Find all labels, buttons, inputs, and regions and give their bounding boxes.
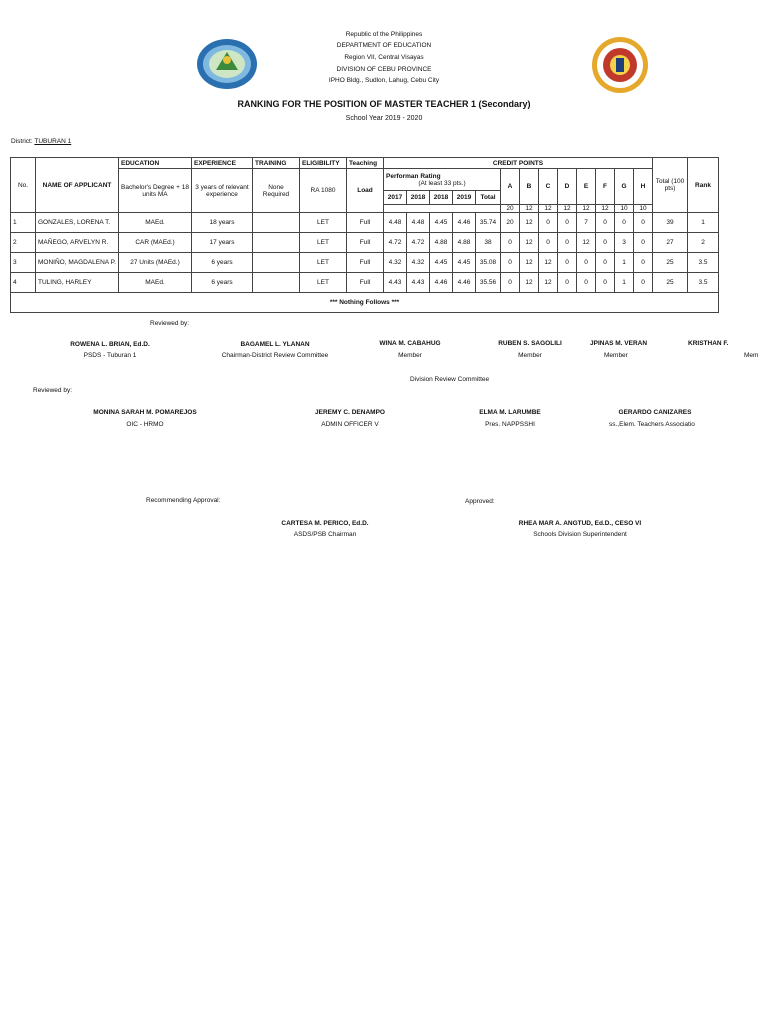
header-line-4: DIVISION OF CEBU PROVINCE [336, 66, 432, 73]
col-name: NAME OF APPLICANT [36, 158, 119, 213]
rank: 3.5 [688, 253, 719, 273]
perf-rating-label: Performan Rating [386, 172, 441, 180]
perf-rating-header [384, 169, 501, 191]
letter-g: G [615, 169, 634, 205]
eligibility: LET [300, 233, 347, 253]
year-2018b: 2018 [430, 191, 453, 205]
signatory-name: KRISTHAN F. [688, 340, 729, 347]
rating-2019: 4.45 [453, 253, 476, 273]
signatory-role: Chairman-District Review Committee [221, 352, 329, 359]
training [253, 213, 300, 233]
rating-2018a: 4.32 [407, 253, 430, 273]
applicant-name: MONIÑO, MAGDALENA P. [36, 253, 119, 273]
signatory-role: ASDS/PSB Chairman [293, 531, 357, 538]
teaching-load: Full [347, 233, 384, 253]
signatory-role: ss.,Elem. Teachers Associatio [609, 421, 695, 428]
applicant-name: GONZALES, LORENA T. [36, 213, 119, 233]
eligibility: LET [300, 213, 347, 233]
max-points-d: 12 [558, 205, 577, 213]
letter-b: B [520, 169, 539, 205]
points-f: 0 [596, 213, 615, 233]
points-h: 0 [634, 233, 653, 253]
points-h: 0 [634, 273, 653, 293]
points-h: 0 [634, 253, 653, 273]
table-row [11, 253, 719, 273]
rating-2017: 4.32 [384, 253, 407, 273]
year-2018a: 2018 [407, 191, 430, 205]
col-education: EDUCATION [119, 158, 192, 169]
signatory-role: ADMIN OFFICER V [321, 421, 379, 428]
rank: 2 [688, 233, 719, 253]
points-b: 12 [520, 213, 539, 233]
points-a: 20 [501, 213, 520, 233]
rating-2018a: 4.43 [407, 273, 430, 293]
points-a: 0 [501, 273, 520, 293]
rating-total: 35.08 [476, 253, 501, 273]
points-g: 0 [615, 213, 634, 233]
district-line [11, 138, 71, 145]
perf-spacer [384, 205, 501, 213]
signatory-role: Member [518, 352, 542, 359]
eligibility: LET [300, 253, 347, 273]
signatory-name: RUBEN S. SAGOLILI [498, 340, 562, 347]
points-g: 1 [615, 273, 634, 293]
points-f: 0 [596, 233, 615, 253]
year-2017: 2017 [384, 191, 407, 205]
signatory-name: GERARDO CANIZARES [618, 409, 692, 416]
points-g: 1 [615, 253, 634, 273]
max-points-g: 10 [615, 205, 634, 213]
rating-2018a: 4.48 [407, 213, 430, 233]
approved-label: Approved: [465, 498, 495, 505]
points-b: 12 [520, 273, 539, 293]
row-no: 2 [11, 233, 36, 253]
points-d: 0 [558, 233, 577, 253]
col-eligibility: ELIGIBILITY [300, 158, 347, 169]
row-no: 1 [11, 213, 36, 233]
points-a: 0 [501, 253, 520, 273]
total-points: 27 [653, 233, 688, 253]
signatory-name: CARTESA M. PERICO, Ed.D. [281, 520, 369, 527]
signatory-role: Schools Division Superintendent [533, 531, 627, 538]
points-c: 0 [539, 213, 558, 233]
signatory-role: Member [604, 352, 628, 359]
points-a: 0 [501, 233, 520, 253]
rating-2017: 4.43 [384, 273, 407, 293]
ranking-table [10, 157, 719, 313]
rating-2018b: 4.45 [430, 213, 453, 233]
table-row [11, 273, 719, 293]
rating-total: 35.56 [476, 273, 501, 293]
perf-rating-minimum: (At least 33 pts.) [418, 179, 466, 187]
points-e: 7 [577, 213, 596, 233]
rating-total: 35.74 [476, 213, 501, 233]
training [253, 233, 300, 253]
experience: 17 years [192, 233, 253, 253]
signatory-role: Pres. NAPPSSHI [485, 421, 535, 428]
rating-total: 38 [476, 233, 501, 253]
col-rank: Rank [688, 158, 719, 213]
points-g: 3 [615, 233, 634, 253]
max-points-f: 12 [596, 205, 615, 213]
points-e: 12 [577, 233, 596, 253]
experience: 18 years [192, 213, 253, 233]
signatory-name: JPINAS M. VERAN [590, 340, 648, 347]
load-header: Load [347, 169, 384, 213]
max-points-h: 10 [634, 205, 653, 213]
applicant-name: TULING, HARLEY [36, 273, 119, 293]
education: MAEd. [119, 213, 192, 233]
rating-2018b: 4.88 [430, 233, 453, 253]
year-total: Total [476, 191, 501, 205]
district-label: District: [11, 138, 33, 145]
points-c: 12 [539, 273, 558, 293]
reviewed-by-division: Reviewed by: [33, 387, 73, 394]
rating-2018a: 4.72 [407, 233, 430, 253]
signatory-name: BAGAMEL L. YLANAN [240, 341, 310, 348]
document-title: RANKING FOR THE POSITION OF MASTER TEACHER 1 (Secondary) [237, 99, 531, 109]
signatory-name: ELMA M. LARUMBE [479, 409, 541, 416]
header-line-5: IPHO Bldg., Sudlon, Lahug, Cebu City [328, 77, 440, 84]
training-requirement: None Required [253, 169, 300, 213]
rating-2019: 4.88 [453, 233, 476, 253]
points-c: 12 [539, 253, 558, 273]
eligibility-requirement: RA 1080 [300, 169, 347, 213]
letter-a: A [501, 169, 520, 205]
header-line-2: DEPARTMENT OF EDUCATION [336, 42, 432, 49]
points-e: 0 [577, 253, 596, 273]
education: MAEd. [119, 273, 192, 293]
training [253, 273, 300, 293]
rank: 3.5 [688, 273, 719, 293]
points-d: 0 [558, 253, 577, 273]
points-f: 0 [596, 253, 615, 273]
eligibility: LET [300, 273, 347, 293]
total-points: 39 [653, 213, 688, 233]
signatory-role: Mem [744, 352, 759, 359]
teaching-load: Full [347, 273, 384, 293]
applicant-name: MAÑEGO, ARVELYN R. [36, 233, 119, 253]
rating-2017: 4.48 [384, 213, 407, 233]
signatory-role: PSDS - Tuburan 1 [83, 352, 137, 359]
experience: 6 years [192, 253, 253, 273]
col-training: TRAINING [253, 158, 300, 169]
district-value: TUBURAN 1 [34, 138, 72, 145]
nothing-follows: *** Nothing Follows *** [11, 293, 719, 313]
max-points-e: 12 [577, 205, 596, 213]
points-c: 0 [539, 233, 558, 253]
rating-2019: 4.46 [453, 213, 476, 233]
points-h: 0 [634, 213, 653, 233]
experience: 6 years [192, 273, 253, 293]
division-review-committee: Division Review Committee [410, 376, 490, 383]
letter-e: E [577, 169, 596, 205]
rank: 1 [688, 213, 719, 233]
letter-f: F [596, 169, 615, 205]
points-f: 0 [596, 273, 615, 293]
signatory-name: RHEA MAR A. ANGTUD, Ed.D., CESO VI [518, 520, 642, 527]
total-points: 25 [653, 273, 688, 293]
education: 27 Units (MAEd.) [119, 253, 192, 273]
school-year: School Year 2019 - 2020 [345, 115, 423, 122]
teaching-load: Full [347, 253, 384, 273]
education: CAR (MAEd.) [119, 233, 192, 253]
points-d: 0 [558, 213, 577, 233]
teaching-load: Full [347, 213, 384, 233]
rating-2018b: 4.46 [430, 273, 453, 293]
letter-c: C [539, 169, 558, 205]
header-line-1: Republic of the Philippines [345, 31, 423, 38]
signatory-role: Member [398, 352, 422, 359]
col-total: Total (100 pts) [653, 158, 688, 213]
signatory-name: JEREMY C. DENAMPO [315, 409, 385, 416]
row-no: 3 [11, 253, 36, 273]
rating-2019: 4.46 [453, 273, 476, 293]
table-row [11, 213, 719, 233]
total-points: 25 [653, 253, 688, 273]
education-requirement: Bachelor's Degree + 18 units MA [119, 169, 192, 213]
recommending-approval-label: Recommending Approval: [146, 497, 221, 504]
max-points-a: 20 [501, 205, 520, 213]
points-e: 0 [577, 273, 596, 293]
letter-d: D [558, 169, 577, 205]
rating-2018b: 4.45 [430, 253, 453, 273]
signatory-name: MONINA SARAH M. POMAREJOS [93, 409, 197, 416]
training [253, 253, 300, 273]
points-b: 12 [520, 253, 539, 273]
row-no: 4 [11, 273, 36, 293]
letter-h: H [634, 169, 653, 205]
year-2019: 2019 [453, 191, 476, 205]
signatory-name: WINA M. CABAHUG [379, 340, 441, 347]
signatory-role: OIC - HRMO [126, 421, 164, 428]
col-experience: EXPERIENCE [192, 158, 253, 169]
rating-2017: 4.72 [384, 233, 407, 253]
points-d: 0 [558, 273, 577, 293]
credit-points-header: CREDIT POINTS [384, 158, 653, 169]
max-points-b: 12 [520, 205, 539, 213]
points-b: 12 [520, 233, 539, 253]
table-row [11, 233, 719, 253]
header-line-3: Region VII, Central Visayas [344, 54, 424, 61]
reviewed-by-district: Reviewed by: [150, 320, 190, 327]
signatory-name: ROWENA L. BRIAN, Ed.D. [70, 341, 150, 348]
experience-requirement: 3 years of relevant experience [192, 169, 253, 213]
max-points-c: 12 [539, 205, 558, 213]
col-teaching: Teaching [347, 158, 384, 169]
col-no: No. [11, 158, 36, 213]
